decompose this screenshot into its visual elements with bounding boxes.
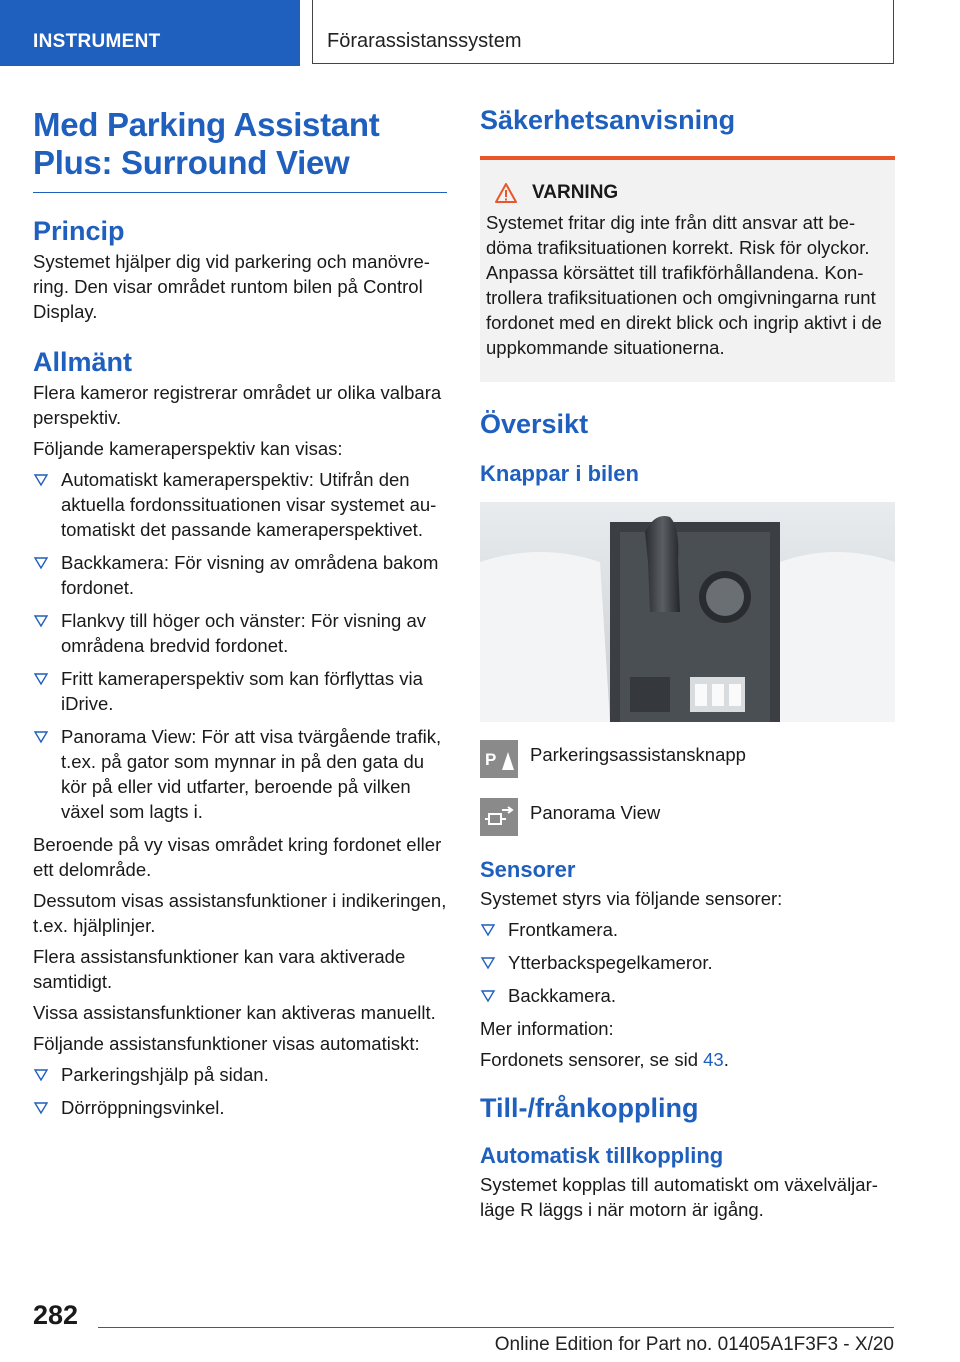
auto-paragraph: Följande assistansfunktioner visas automatiskt: xyxy=(33,1033,420,1054)
perspective-list xyxy=(33,467,447,824)
multiple-paragraph: Flera assistansfunktioner kan vara aktiverade samtidigt. xyxy=(33,946,406,992)
auto-on-heading: Automatisk tillkoppling xyxy=(480,1143,724,1168)
list-item-text: Frontkamera. xyxy=(508,919,619,940)
triangle-bullet-icon xyxy=(480,917,496,942)
reference-end: . xyxy=(723,1049,729,1070)
warning-label: VARNING xyxy=(532,182,619,203)
list-item xyxy=(33,608,447,658)
principle-text: Systemet hjälper dig vid parkering och manövrering. Den visar området runtom bilen på Control Display. xyxy=(33,251,430,322)
triangle-bullet-icon xyxy=(33,467,49,492)
warning-text: Systemet fritar dig inte från ditt ansvar att bedöma trafiksituationen korrekt. Risk för olyckor. Anpassa körsättet till trafikförhållandena. Kontrollera trafiksituationen och omgivningarna runt fordonet med en direkt blick och ingrip aktivt i de uppkommande situationerna. xyxy=(486,212,882,358)
triangle-bullet-icon xyxy=(33,1095,49,1120)
functions-paragraph: Dessutom visas assistansfunktioner i indikeringen, t.ex. hjälplinjer. xyxy=(33,890,447,936)
auto-function-list xyxy=(33,1062,447,1120)
list-item-text: Fritt kameraperspektiv som kan förflyttas via iDrive. xyxy=(61,668,423,714)
buttons-heading: Knappar i bilen xyxy=(480,461,639,486)
list-item-text: Backkamera. xyxy=(508,985,616,1006)
general-heading: Allmänt xyxy=(33,347,133,377)
panorama-view-label: Panorama View xyxy=(530,802,661,823)
list-item-text: Ytterbackspegelkameror. xyxy=(508,952,713,973)
list-item xyxy=(480,950,895,975)
principle-heading: Princip xyxy=(33,216,125,246)
panorama-view-icon xyxy=(480,798,518,836)
page-reference-link[interactable]: 43 xyxy=(703,1049,724,1070)
left-column xyxy=(33,100,447,1128)
chapter-title: Förarassistanssystem xyxy=(312,0,894,64)
warning-box xyxy=(480,156,895,382)
list-item xyxy=(33,1095,447,1120)
list-item-text: Parkeringshjälp på sidan. xyxy=(61,1064,269,1085)
more-info-label: Mer information: xyxy=(480,1018,614,1039)
list-item xyxy=(33,1062,447,1087)
panorama-view-button-row xyxy=(480,798,895,836)
parking-assistant-label: Parkeringsassistansknapp xyxy=(530,744,746,765)
right-column xyxy=(480,100,895,1228)
list-item-text: Panorama View: För att visa tvärgående trafik, t.ex. på gator som mynnar in på den gata du kör på eller vid utfarter, beroende på vilken växel som lagts i. xyxy=(61,726,442,822)
triangle-bullet-icon xyxy=(33,724,49,749)
triangle-bullet-icon xyxy=(33,1062,49,1087)
manual-paragraph: Vissa assistansfunktioner kan aktiveras manuellt. xyxy=(33,1002,436,1023)
view-paragraph: Beroende på vy visas området kring fordonet eller ett delområde. xyxy=(33,834,442,880)
page-number: 282 xyxy=(33,1300,79,1330)
sensor-list xyxy=(480,917,895,1008)
triangle-bullet-icon xyxy=(480,950,496,975)
list-item xyxy=(33,666,447,716)
triangle-bullet-icon xyxy=(33,608,49,633)
sensors-heading: Sensorer xyxy=(480,857,576,882)
list-item-text: Automatiskt kameraperspektiv: Utifrån den aktuella fordonssituationen visar systemet automatiskt det passande kameraperspektivet. xyxy=(61,469,437,540)
list-item xyxy=(480,983,895,1008)
overview-heading: Översikt xyxy=(480,409,589,439)
list-item-text: Dörröppningsvinkel. xyxy=(61,1097,225,1118)
list-item-text: Flankvy till höger och vänster: För visning av områdena bredvid fordonet. xyxy=(61,610,427,656)
reference-text: Fordonets sensorer, se sid xyxy=(480,1049,704,1070)
section-tab: INSTRUMENT xyxy=(0,0,300,66)
parking-assistant-button-row xyxy=(480,740,895,778)
list-item xyxy=(33,724,447,824)
center-console-photo xyxy=(480,502,895,722)
warning-title xyxy=(486,182,887,204)
triangle-bullet-icon xyxy=(480,983,496,1008)
sensor-reference xyxy=(480,1047,895,1072)
triangle-bullet-icon xyxy=(33,666,49,691)
footer-rule xyxy=(98,1327,894,1328)
parking-assistant-icon xyxy=(480,740,518,778)
sensors-intro: Systemet styrs via följande sensorer: xyxy=(480,888,783,909)
page-title: Med Parking Assistant Plus: Surround View xyxy=(33,106,447,193)
svg-text:P: P xyxy=(485,750,497,769)
toggle-heading: Till-/frånkoppling xyxy=(480,1093,699,1123)
general-paragraph-2: Följande kameraperspektiv kan visas: xyxy=(33,438,343,459)
list-item xyxy=(33,467,447,542)
edition-note: Online Edition for Part no. 01405A1F3F3 - X/20 xyxy=(494,1334,894,1355)
general-paragraph-1: Flera kameror registrerar området ur olika valbara perspektiv. xyxy=(33,382,442,428)
safety-heading: Säkerhetsanvisning xyxy=(480,105,736,135)
triangle-bullet-icon xyxy=(33,550,49,575)
list-item-text: Backkamera: För visning av områdena bakom fordonet. xyxy=(61,552,439,598)
list-item xyxy=(33,550,447,600)
list-item xyxy=(480,917,895,942)
auto-on-text: Systemet kopplas till automatiskt om växelväljarläge R läggs i när motorn är igång. xyxy=(480,1174,878,1220)
warning-triangle-icon xyxy=(494,182,518,204)
